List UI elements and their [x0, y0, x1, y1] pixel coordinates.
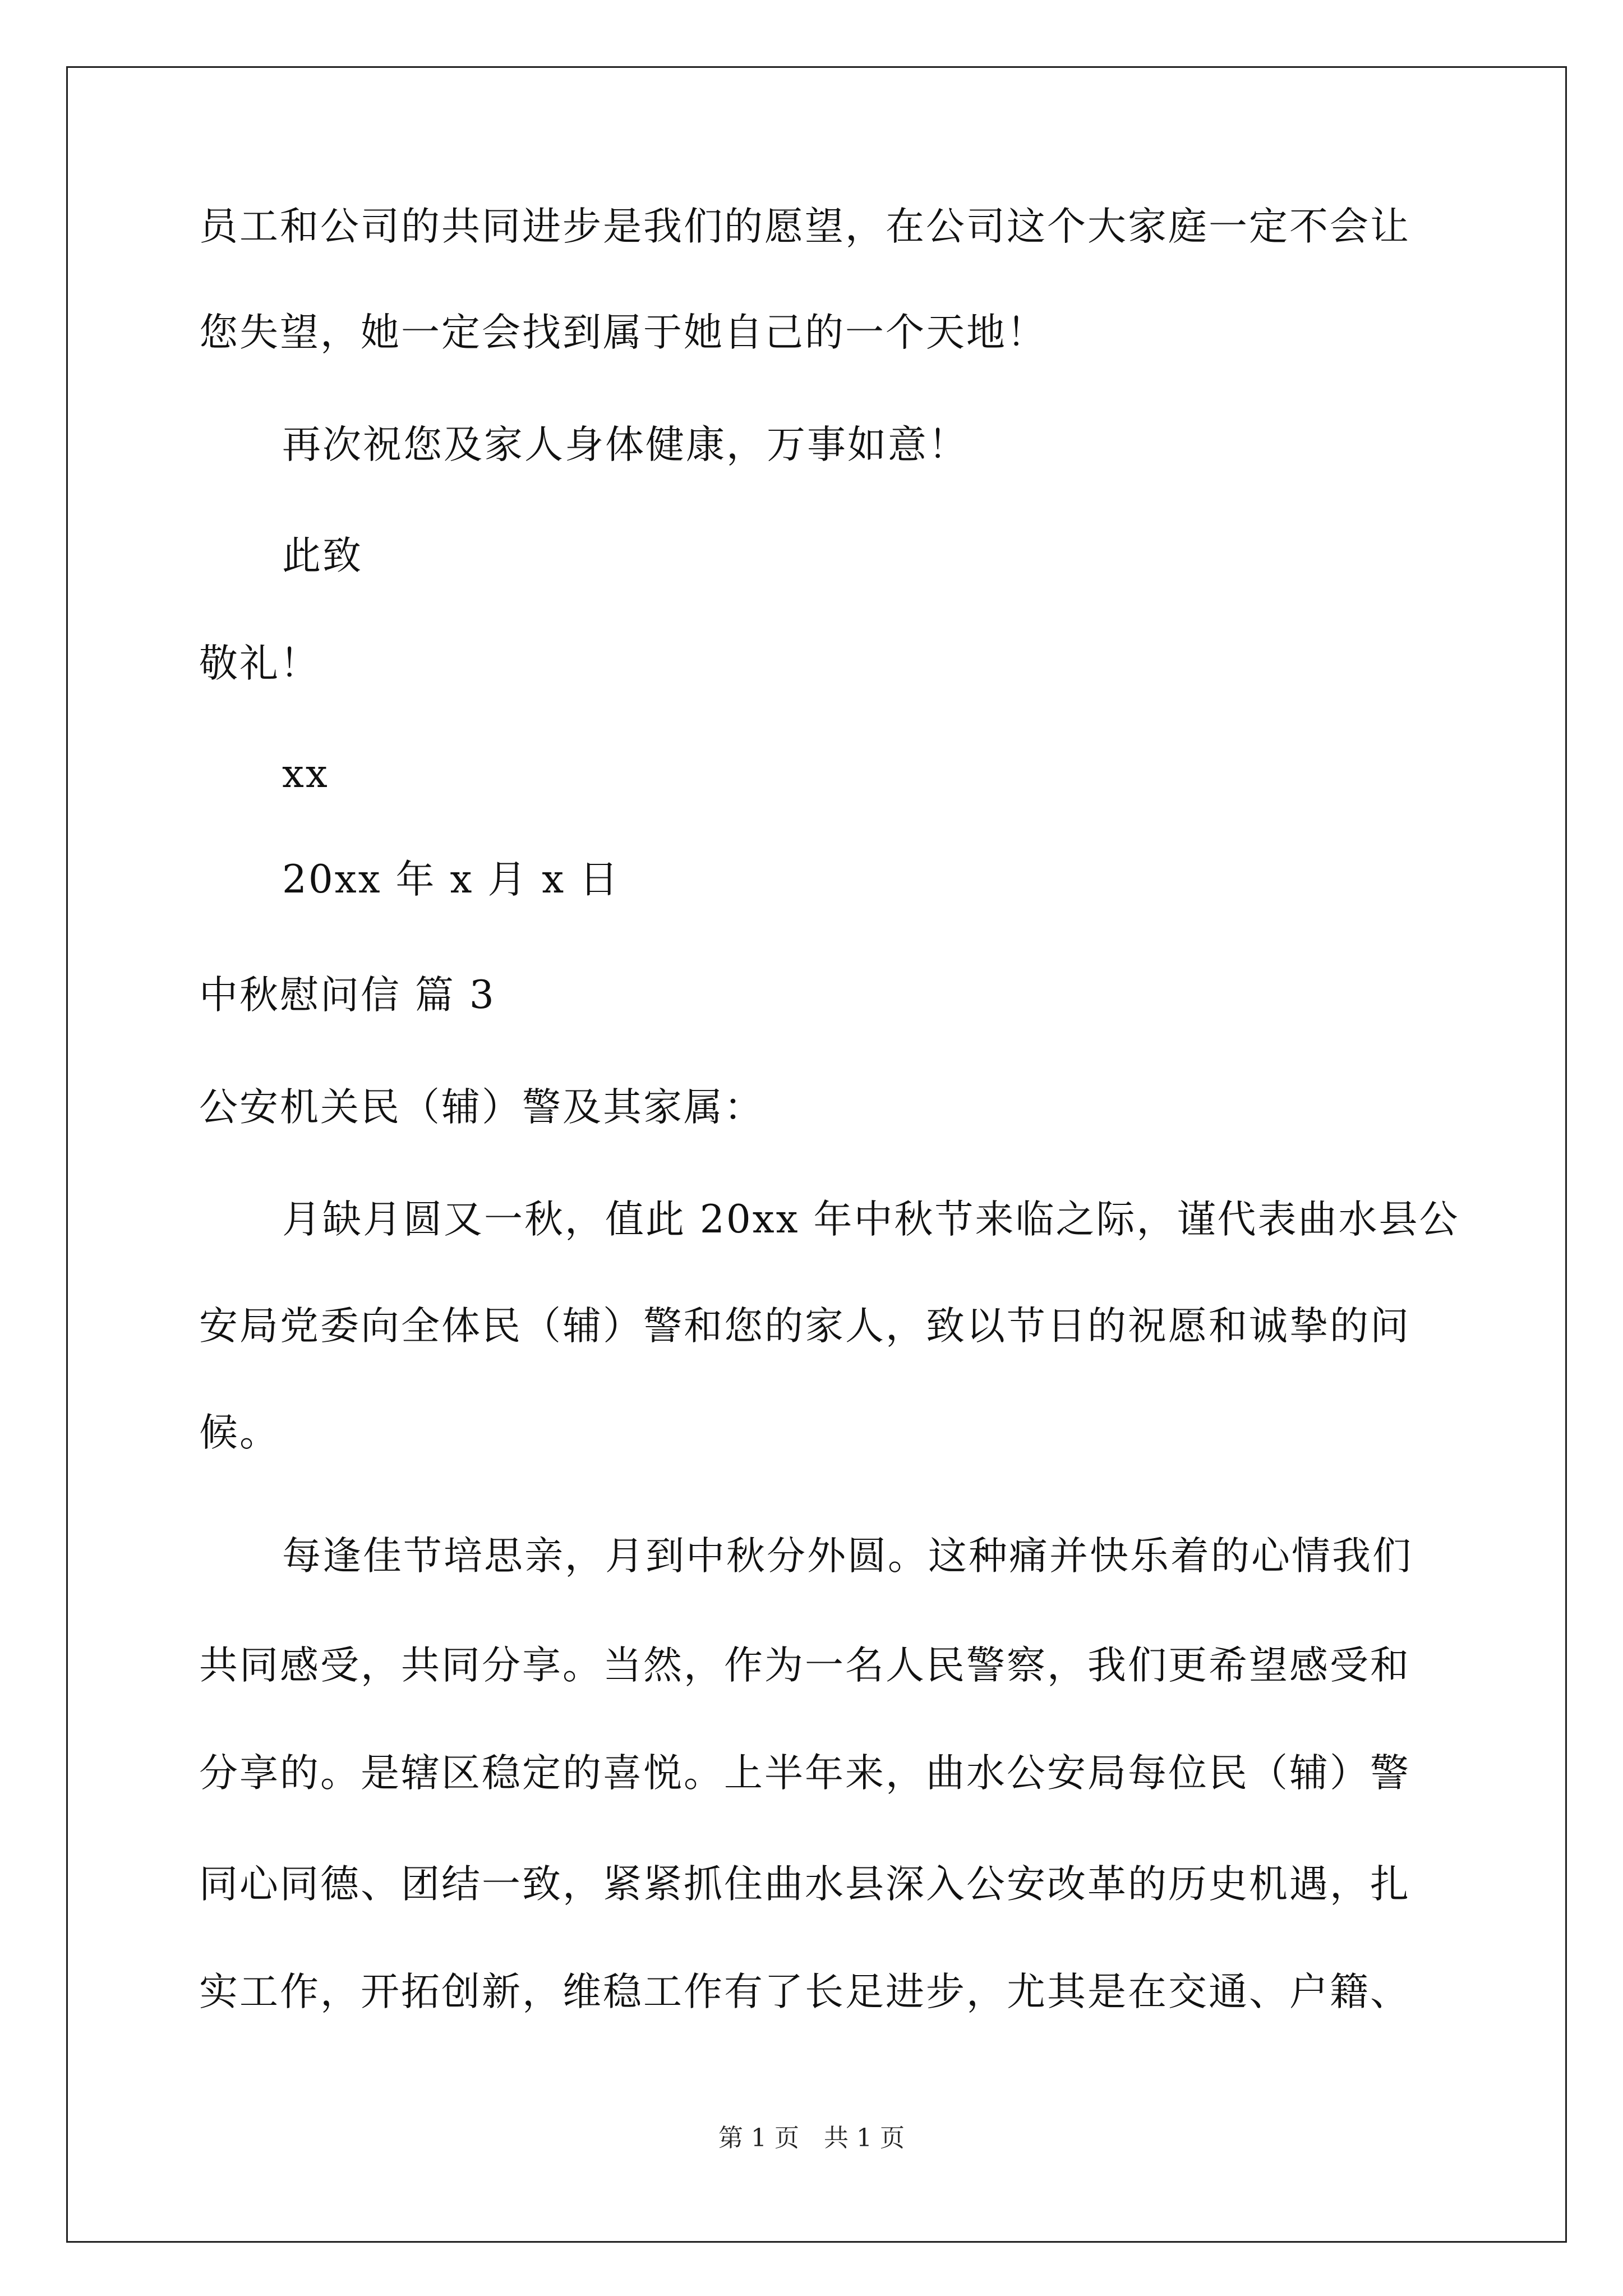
salutation-jingli: 敬礼！ [199, 641, 320, 686]
body-line-1: 员工和公司的共同进步是我们的愿望，在公司这个大家庭一定不会让 [199, 204, 1410, 249]
section-heading: 中秋慰问信 篇 3 [199, 973, 496, 1018]
body-line-14: 共同感受，共同分享。当然，作为一名人民警察，我们更希望感受和 [199, 1643, 1410, 1688]
signature-name: xx [282, 752, 329, 797]
page-border [66, 66, 1567, 2243]
body-line-12: 候。 [199, 1410, 280, 1455]
closing-wish: 再次祝您及家人身体健康，万事如意！ [282, 422, 969, 467]
body-line-2: 您失望，她一定会找到属于她自己的一个天地！ [199, 310, 1047, 355]
body-line-16: 同心同德、团结一致，紧紧抓住曲水县深入公安改革的历史机遇，扎 [199, 1862, 1410, 1907]
page-number-footer: 第 1 页 共 1 页 [718, 2124, 905, 2152]
letter-addressee: 公安机关民（辅）警及其家属： [199, 1085, 764, 1130]
body-line-13: 每逢佳节培思亲，月到中秋分外圆。这种痛并快乐着的心情我们 [282, 1534, 1413, 1579]
salutation-cizhi: 此致 [282, 533, 363, 578]
signature-date: 20xx 年 x 月 x 日 [282, 857, 620, 902]
body-line-11: 安局党委向全体民（辅）警和您的家人，致以节日的祝愿和诚挚的问 [199, 1304, 1410, 1349]
body-line-10: 月缺月圆又一秋，值此 20xx 年中秋节来临之际，谨代表曲水县公 [282, 1197, 1460, 1242]
body-line-17: 实工作，开拓创新，维稳工作有了长足进步，尤其是在交通、户籍、 [199, 1970, 1410, 2014]
body-line-15: 分享的。是辖区稳定的喜悦。上半年来，曲水公安局每位民（辅）警 [199, 1751, 1410, 1796]
